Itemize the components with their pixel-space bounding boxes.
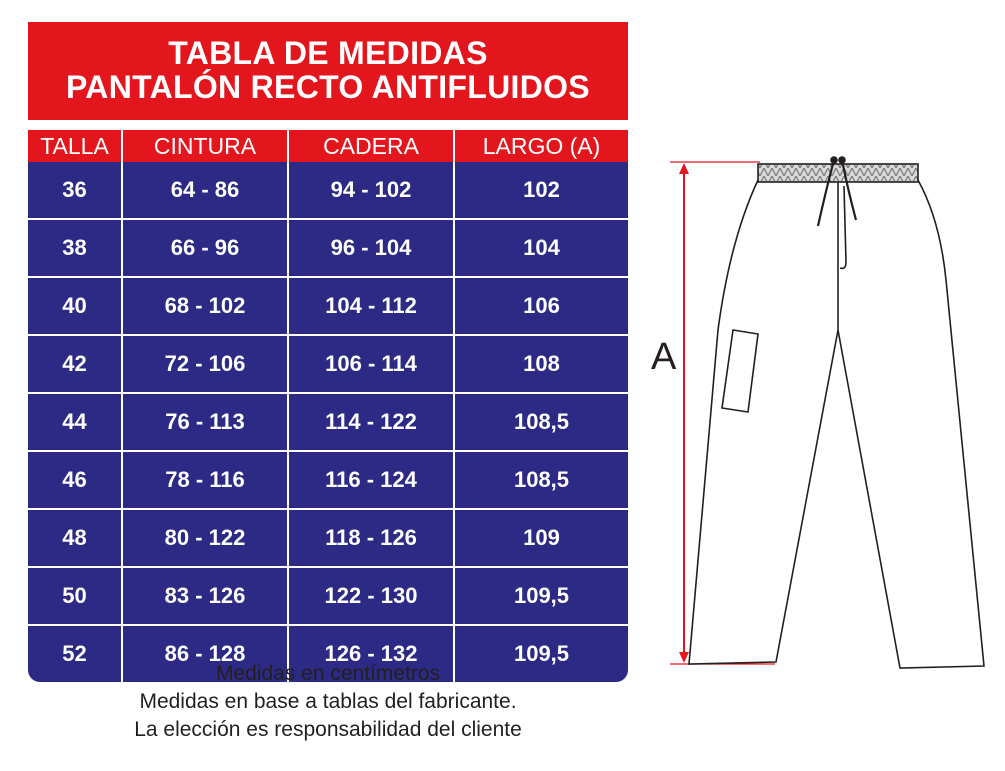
table-row bbox=[28, 509, 628, 567]
table-row bbox=[28, 277, 628, 335]
notes bbox=[28, 660, 628, 744]
title-banner bbox=[28, 22, 628, 120]
cell-cintura: 68 - 102 bbox=[122, 277, 288, 335]
pants-outline bbox=[689, 157, 984, 668]
header-talla: TALLA bbox=[28, 130, 122, 162]
note-line-2: Medidas en base a tablas del fabricante. bbox=[139, 690, 517, 713]
cell-cadera: 94 - 102 bbox=[288, 162, 454, 219]
cell-cintura: 66 - 96 bbox=[122, 219, 288, 277]
cell-talla: 36 bbox=[28, 162, 122, 219]
pants-diagram bbox=[640, 150, 1000, 680]
cell-cintura: 78 - 116 bbox=[122, 451, 288, 509]
title-line-2: PANTALÓN RECTO ANTIFLUIDOS bbox=[66, 69, 590, 105]
cell-cintura: 80 - 122 bbox=[122, 509, 288, 567]
cell-talla: 52 bbox=[28, 625, 122, 682]
cell-cintura: 83 - 126 bbox=[122, 567, 288, 625]
cell-cintura: 76 - 113 bbox=[122, 393, 288, 451]
cell-cadera: 118 - 126 bbox=[288, 509, 454, 567]
cell-largo: 109,5 bbox=[454, 567, 628, 625]
header-cadera: CADERA bbox=[288, 130, 454, 162]
dimension-label-a: A bbox=[651, 336, 677, 378]
cell-cadera: 114 - 122 bbox=[288, 393, 454, 451]
cell-cadera: 106 - 114 bbox=[288, 335, 454, 393]
cell-talla: 50 bbox=[28, 567, 122, 625]
cell-largo: 108 bbox=[454, 335, 628, 393]
cell-talla: 38 bbox=[28, 219, 122, 277]
table-header-row bbox=[28, 130, 628, 162]
cell-largo: 109 bbox=[454, 509, 628, 567]
cell-largo: 106 bbox=[454, 277, 628, 335]
table-row bbox=[28, 567, 628, 625]
cell-talla: 40 bbox=[28, 277, 122, 335]
title-line-1: TABLA DE MEDIDAS bbox=[168, 35, 488, 71]
table-row bbox=[28, 335, 628, 393]
cell-cadera: 116 - 124 bbox=[288, 451, 454, 509]
cell-cadera: 126 - 132 bbox=[288, 625, 454, 682]
cell-cintura: 64 - 86 bbox=[122, 162, 288, 219]
size-table bbox=[28, 130, 628, 682]
table-row bbox=[28, 219, 628, 277]
cell-talla: 42 bbox=[28, 335, 122, 393]
table-row bbox=[28, 393, 628, 451]
cell-cintura: 86 - 128 bbox=[122, 625, 288, 682]
cell-largo: 102 bbox=[454, 162, 628, 219]
table-row bbox=[28, 162, 628, 219]
cell-cadera: 96 - 104 bbox=[288, 219, 454, 277]
header-largo: LARGO (A) bbox=[454, 130, 628, 162]
cell-largo: 104 bbox=[454, 219, 628, 277]
table-row bbox=[28, 451, 628, 509]
note-line-3: La elección es responsabilidad del cliente bbox=[134, 718, 522, 741]
header-cintura: CINTURA bbox=[122, 130, 288, 162]
cell-cintura: 72 - 106 bbox=[122, 335, 288, 393]
cell-talla: 44 bbox=[28, 393, 122, 451]
cell-cadera: 104 - 112 bbox=[288, 277, 454, 335]
cell-largo: 109,5 bbox=[454, 625, 628, 682]
cell-talla: 46 bbox=[28, 451, 122, 509]
cell-talla: 48 bbox=[28, 509, 122, 567]
cell-largo: 108,5 bbox=[454, 393, 628, 451]
cell-cadera: 122 - 130 bbox=[288, 567, 454, 625]
note-line-1: Medidas en centímetros bbox=[215, 662, 441, 685]
cell-largo: 108,5 bbox=[454, 451, 628, 509]
